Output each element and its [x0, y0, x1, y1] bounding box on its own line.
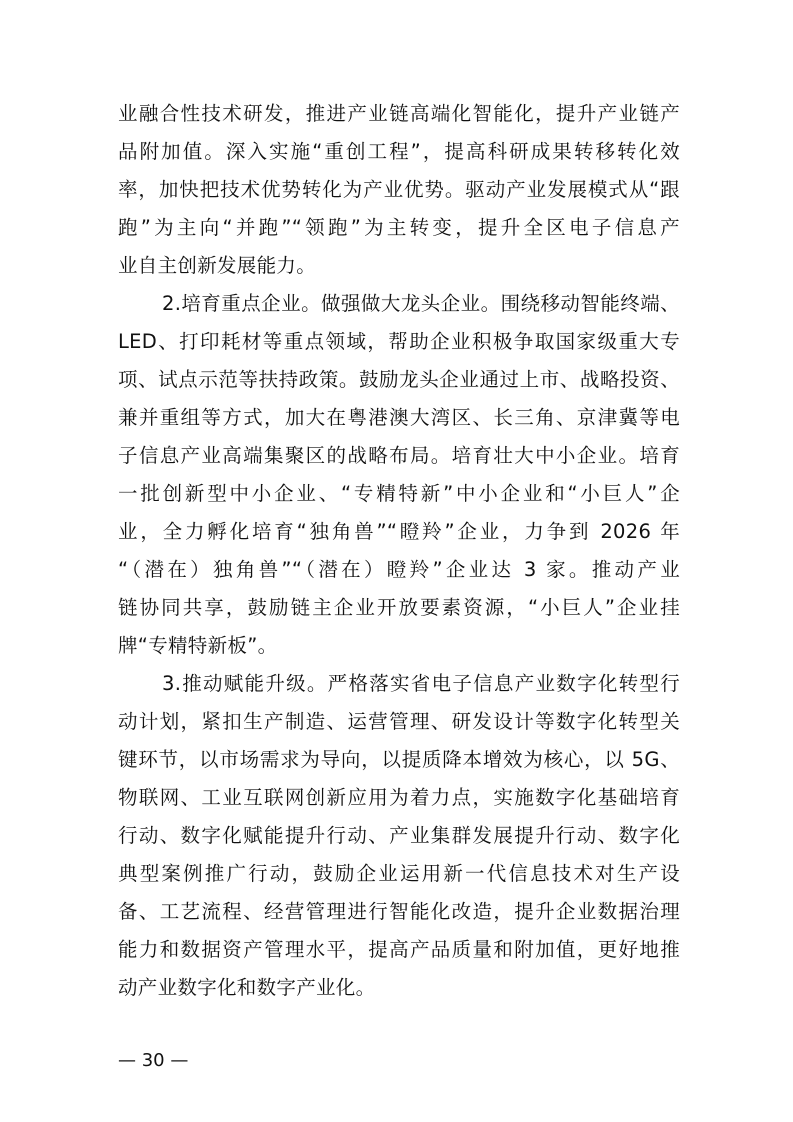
text-line: 一批创新型中小企业、“专精特新”中小企业和“小巨人”企: [118, 482, 680, 505]
text-line: 链协同共享，鼓励链主企业开放要素资源，“小巨人”企业挂: [118, 596, 680, 619]
text-line: 3.推动赋能升级。严格落实省电子信息产业数字化转型行: [162, 672, 680, 695]
text-line: 动产业数字化和数字产业化。: [118, 976, 376, 999]
text-line: 动计划，紧扣生产制造、运营管理、研发设计等数字化转型关: [118, 710, 680, 733]
text-line: 业，全力孵化培育“独角兽”“瞪羚”企业，力争到 2026 年: [118, 520, 680, 543]
text-line: 品附加值。深入实施“重创工程”，提高科研成果转移转化效: [118, 140, 680, 163]
text-line: 2.培育重点企业。做强做大龙头企业。围绕移动智能终端、: [162, 292, 680, 315]
text-line: 键环节，以市场需求为导向，以提质降本增效为核心，以 5G、: [118, 748, 680, 771]
text-line: 项、试点示范等扶持政策。鼓励龙头企业通过上市、战略投资、: [118, 368, 680, 391]
text-line: 率，加快把技术优势转化为产业优势。驱动产业发展模式从“跟: [118, 178, 680, 201]
text-line: 子信息产业高端集聚区的战略布局。培育壮大中小企业。培育: [118, 444, 680, 467]
text-line: LED、打印耗材等重点领域，帮助企业积极争取国家级重大专: [118, 330, 680, 353]
text-line: 行动、数字化赋能提升行动、产业集群发展提升行动、数字化: [118, 824, 680, 847]
text-line: 备、工艺流程、经营管理进行智能化改造，提升企业数据治理: [118, 900, 680, 923]
text-line: 物联网、工业互联网创新应用为着力点，实施数字化基础培育: [118, 786, 680, 809]
page-number: — 30 —: [118, 1050, 189, 1071]
text-line: 业自主创新发展能力。: [118, 254, 317, 277]
text-line: 业融合性技术研发，推进产业链高端化智能化，提升产业链产: [118, 102, 680, 125]
text-line: 能力和数据资产管理水平，提高产品质量和附加值，更好地推: [118, 938, 680, 961]
text-line: 兼并重组等方式，加大在粤港澳大湾区、长三角、京津冀等电: [118, 406, 680, 429]
body-text: [118, 95, 680, 1007]
text-line: “（潜在）独角兽”“（潜在）瞪羚”企业达 3 家。推动产业: [118, 558, 680, 581]
text-line: 典型案例推广行动，鼓励企业运用新一代信息技术对生产设: [118, 862, 680, 885]
text-line: 跑”为主向“并跑”“领跑”为主转变，提升全区电子信息产: [118, 216, 680, 239]
text-line: 牌“专精特新板”。: [118, 634, 278, 657]
